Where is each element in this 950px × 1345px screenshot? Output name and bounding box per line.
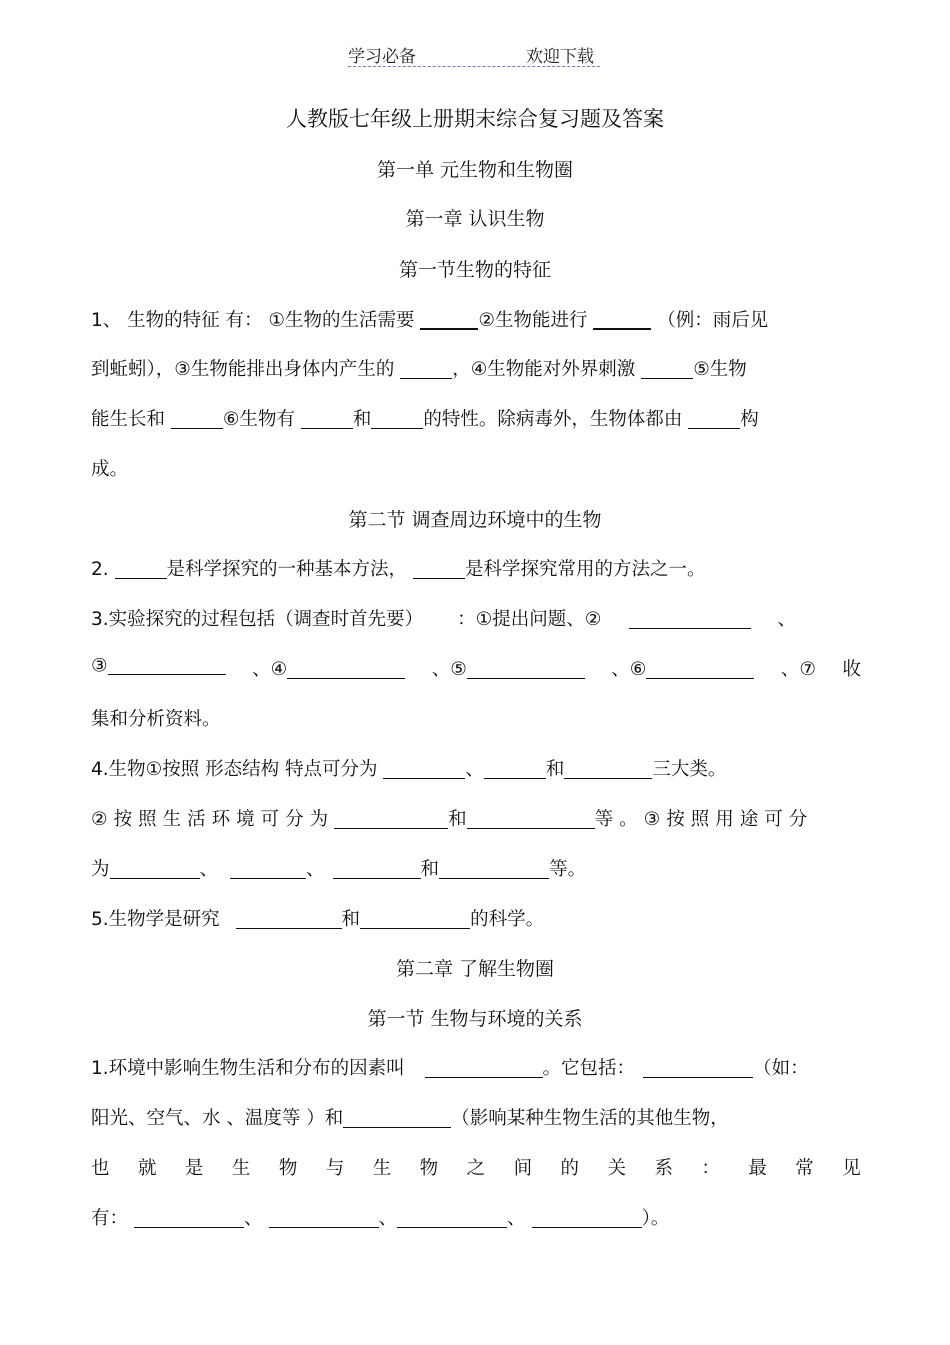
- answer-blank[interactable]: [230, 859, 306, 879]
- question-text: 和: [352, 409, 372, 430]
- question-text: 和: [545, 759, 565, 780]
- answer-blank[interactable]: [400, 359, 452, 379]
- answer-blank[interactable]: [333, 859, 421, 879]
- answer-blank[interactable]: [467, 659, 585, 679]
- answer-blank[interactable]: [425, 1058, 543, 1078]
- answer-blank[interactable]: [397, 1208, 507, 1228]
- question-text: 和: [448, 809, 467, 830]
- question-text: 、: [465, 759, 484, 780]
- answer-blank[interactable]: [115, 559, 167, 579]
- question-text: 等。③按照用途可分: [594, 809, 814, 830]
- question-text: 。它包括：: [542, 1058, 636, 1079]
- spread-char: 最: [748, 1158, 767, 1179]
- answer-blank[interactable]: [564, 759, 652, 779]
- spread-char: 常: [795, 1158, 814, 1179]
- question-text: ⑤生物: [693, 359, 747, 380]
- document-title: 人教版七年级上册期末综合复习题及答案: [286, 107, 664, 131]
- spread-char: 生: [372, 1158, 392, 1179]
- question-6-line-1: [91, 1054, 861, 1080]
- answer-blank[interactable]: [371, 409, 423, 429]
- chapter-heading: 第二章 了解生物圈: [395, 958, 555, 980]
- question-6-line-4: [91, 1204, 861, 1230]
- answer-blank[interactable]: [269, 1208, 379, 1228]
- answer-blank[interactable]: [343, 1108, 451, 1128]
- question-text: 1.环境中影响生物生活和分布的因素叫: [91, 1058, 411, 1079]
- answer-blank[interactable]: [641, 359, 693, 379]
- question-text: ③: [91, 655, 108, 677]
- answer-blank[interactable]: [383, 759, 465, 779]
- spread-char: 也: [91, 1158, 110, 1179]
- question-text: 1、 生物的特征 有： ①生物的生活需要: [91, 310, 421, 331]
- question-text: 有：: [91, 1208, 129, 1229]
- answer-blank[interactable]: [301, 409, 353, 429]
- answer-blank[interactable]: [484, 759, 546, 779]
- question-4-line-3: [91, 855, 861, 881]
- header-left-text: 学习必备: [348, 47, 416, 67]
- question-text: 、: [199, 859, 219, 880]
- question-1-line-1: [91, 306, 861, 332]
- question-text: ）。: [641, 1208, 670, 1229]
- question-text: 为: [91, 859, 110, 880]
- unit-heading: 第一单 元生物和生物圈: [376, 159, 574, 181]
- answer-blank[interactable]: [413, 559, 465, 579]
- question-text: 等。: [549, 859, 587, 880]
- question-text: 、: [306, 859, 325, 880]
- question-text: （如：: [753, 1058, 809, 1079]
- question-3-line-2: [91, 655, 861, 681]
- question-2: [91, 555, 861, 581]
- question-text: 和: [420, 859, 440, 880]
- answer-blank[interactable]: [439, 859, 549, 879]
- spread-char: 系: [654, 1158, 673, 1179]
- spread-char: 关: [607, 1158, 626, 1179]
- answer-blank[interactable]: [171, 409, 223, 429]
- answer-blank[interactable]: [532, 1208, 642, 1228]
- answer-blank[interactable]: [287, 659, 405, 679]
- question-text: ②按照生活环境可分为: [91, 809, 335, 830]
- page-header: [348, 40, 600, 67]
- answer-blank[interactable]: [360, 909, 470, 929]
- section-heading: 第二节 调查周边环境中的生物: [348, 509, 602, 531]
- question-1-line-2: [91, 355, 861, 381]
- section-heading: 第一节生物的特征: [398, 259, 551, 281]
- question-text: 、: [507, 1208, 526, 1229]
- answer-blank[interactable]: [646, 659, 754, 679]
- spread-char: 就: [137, 1158, 157, 1179]
- answer-blank[interactable]: [420, 309, 478, 330]
- question-text: 构: [740, 409, 759, 430]
- answer-blank[interactable]: [108, 655, 226, 675]
- question-text: 4.生物①按照 形态结构 特点可分为: [91, 759, 384, 780]
- question-1-line-4: [91, 455, 861, 481]
- spread-char: 物: [419, 1158, 439, 1179]
- question-3-line-3: [91, 705, 861, 731]
- answer-blank[interactable]: [688, 409, 740, 429]
- question-text: 阳光、空气、水 、温度等 ）和: [91, 1108, 344, 1129]
- question-text: 三大类。: [652, 759, 727, 780]
- spread-char: 之: [466, 1158, 486, 1179]
- question-5: [91, 905, 861, 931]
- question-text: 、④: [252, 659, 288, 680]
- question-4-line-2: [91, 805, 861, 831]
- question-1-line-3: [91, 405, 861, 431]
- spread-char: 是: [184, 1158, 204, 1179]
- question-text: 收: [842, 659, 861, 680]
- answer-blank[interactable]: [110, 859, 200, 879]
- question-text: 、: [777, 609, 796, 630]
- question-text: 、⑥: [611, 659, 647, 680]
- question-text: ：①提出问题、②: [457, 609, 602, 630]
- question-text: 的科学。: [470, 909, 545, 930]
- chapter-heading: 第一章 认识生物: [405, 208, 545, 230]
- question-text: 和: [341, 909, 361, 930]
- question-text: （影响某种生物生活的其他生物，: [451, 1108, 729, 1129]
- question-4-line-1: [91, 755, 861, 781]
- answer-blank[interactable]: [236, 909, 342, 929]
- question-6-line-2: [91, 1104, 861, 1130]
- spread-char: ：: [701, 1158, 720, 1179]
- question-text: 是科学探究常用的方法之一。: [464, 559, 706, 580]
- question-text: 、⑤: [431, 659, 467, 680]
- question-text: 是科学探究的一种基本方法，: [166, 559, 413, 580]
- answer-blank[interactable]: [334, 809, 448, 829]
- question-text: 集和分析资料。: [91, 709, 221, 730]
- question-text: （例：雨后见: [651, 310, 769, 331]
- section-heading: 第一节 生物与环境的关系: [367, 1008, 583, 1030]
- answer-blank[interactable]: [643, 1058, 753, 1078]
- question-6-line-3: [91, 1154, 861, 1180]
- question-text: 、: [378, 1208, 398, 1229]
- answer-blank[interactable]: [629, 609, 751, 629]
- question-text: 3.实验探究的过程包括（调查时首先要）: [91, 609, 424, 630]
- question-text: 2.: [91, 559, 115, 580]
- spread-char: 见: [842, 1158, 861, 1179]
- spread-char: 生: [231, 1158, 251, 1179]
- answer-blank[interactable]: [134, 1208, 244, 1228]
- question-text: 、⑦: [780, 659, 816, 680]
- question-text: 成。: [91, 459, 129, 480]
- answer-blank[interactable]: [467, 809, 595, 829]
- question-text: 的特性。除病毒外，生物体都由: [423, 409, 689, 430]
- spread-char: 与: [325, 1158, 345, 1179]
- answer-blank[interactable]: [593, 309, 651, 330]
- question-text: 到蚯蚓），③生物能排出身体内产生的: [91, 359, 401, 380]
- spread-char: 物: [278, 1158, 298, 1179]
- spread-char: 间: [513, 1158, 533, 1179]
- spread-char: 的: [560, 1158, 580, 1179]
- question-text: ⑥生物有: [222, 409, 301, 430]
- question-text: 能生长和: [91, 409, 171, 430]
- question-text: ，④生物能对外界刺激: [452, 359, 642, 380]
- question-text: 、: [244, 1208, 263, 1229]
- question-3-line-1: [91, 605, 861, 631]
- question-text: ②生物能进行: [478, 310, 594, 331]
- question-text: 5.生物学是研究: [91, 909, 226, 930]
- header-right-text: 欢迎下载: [526, 47, 594, 67]
